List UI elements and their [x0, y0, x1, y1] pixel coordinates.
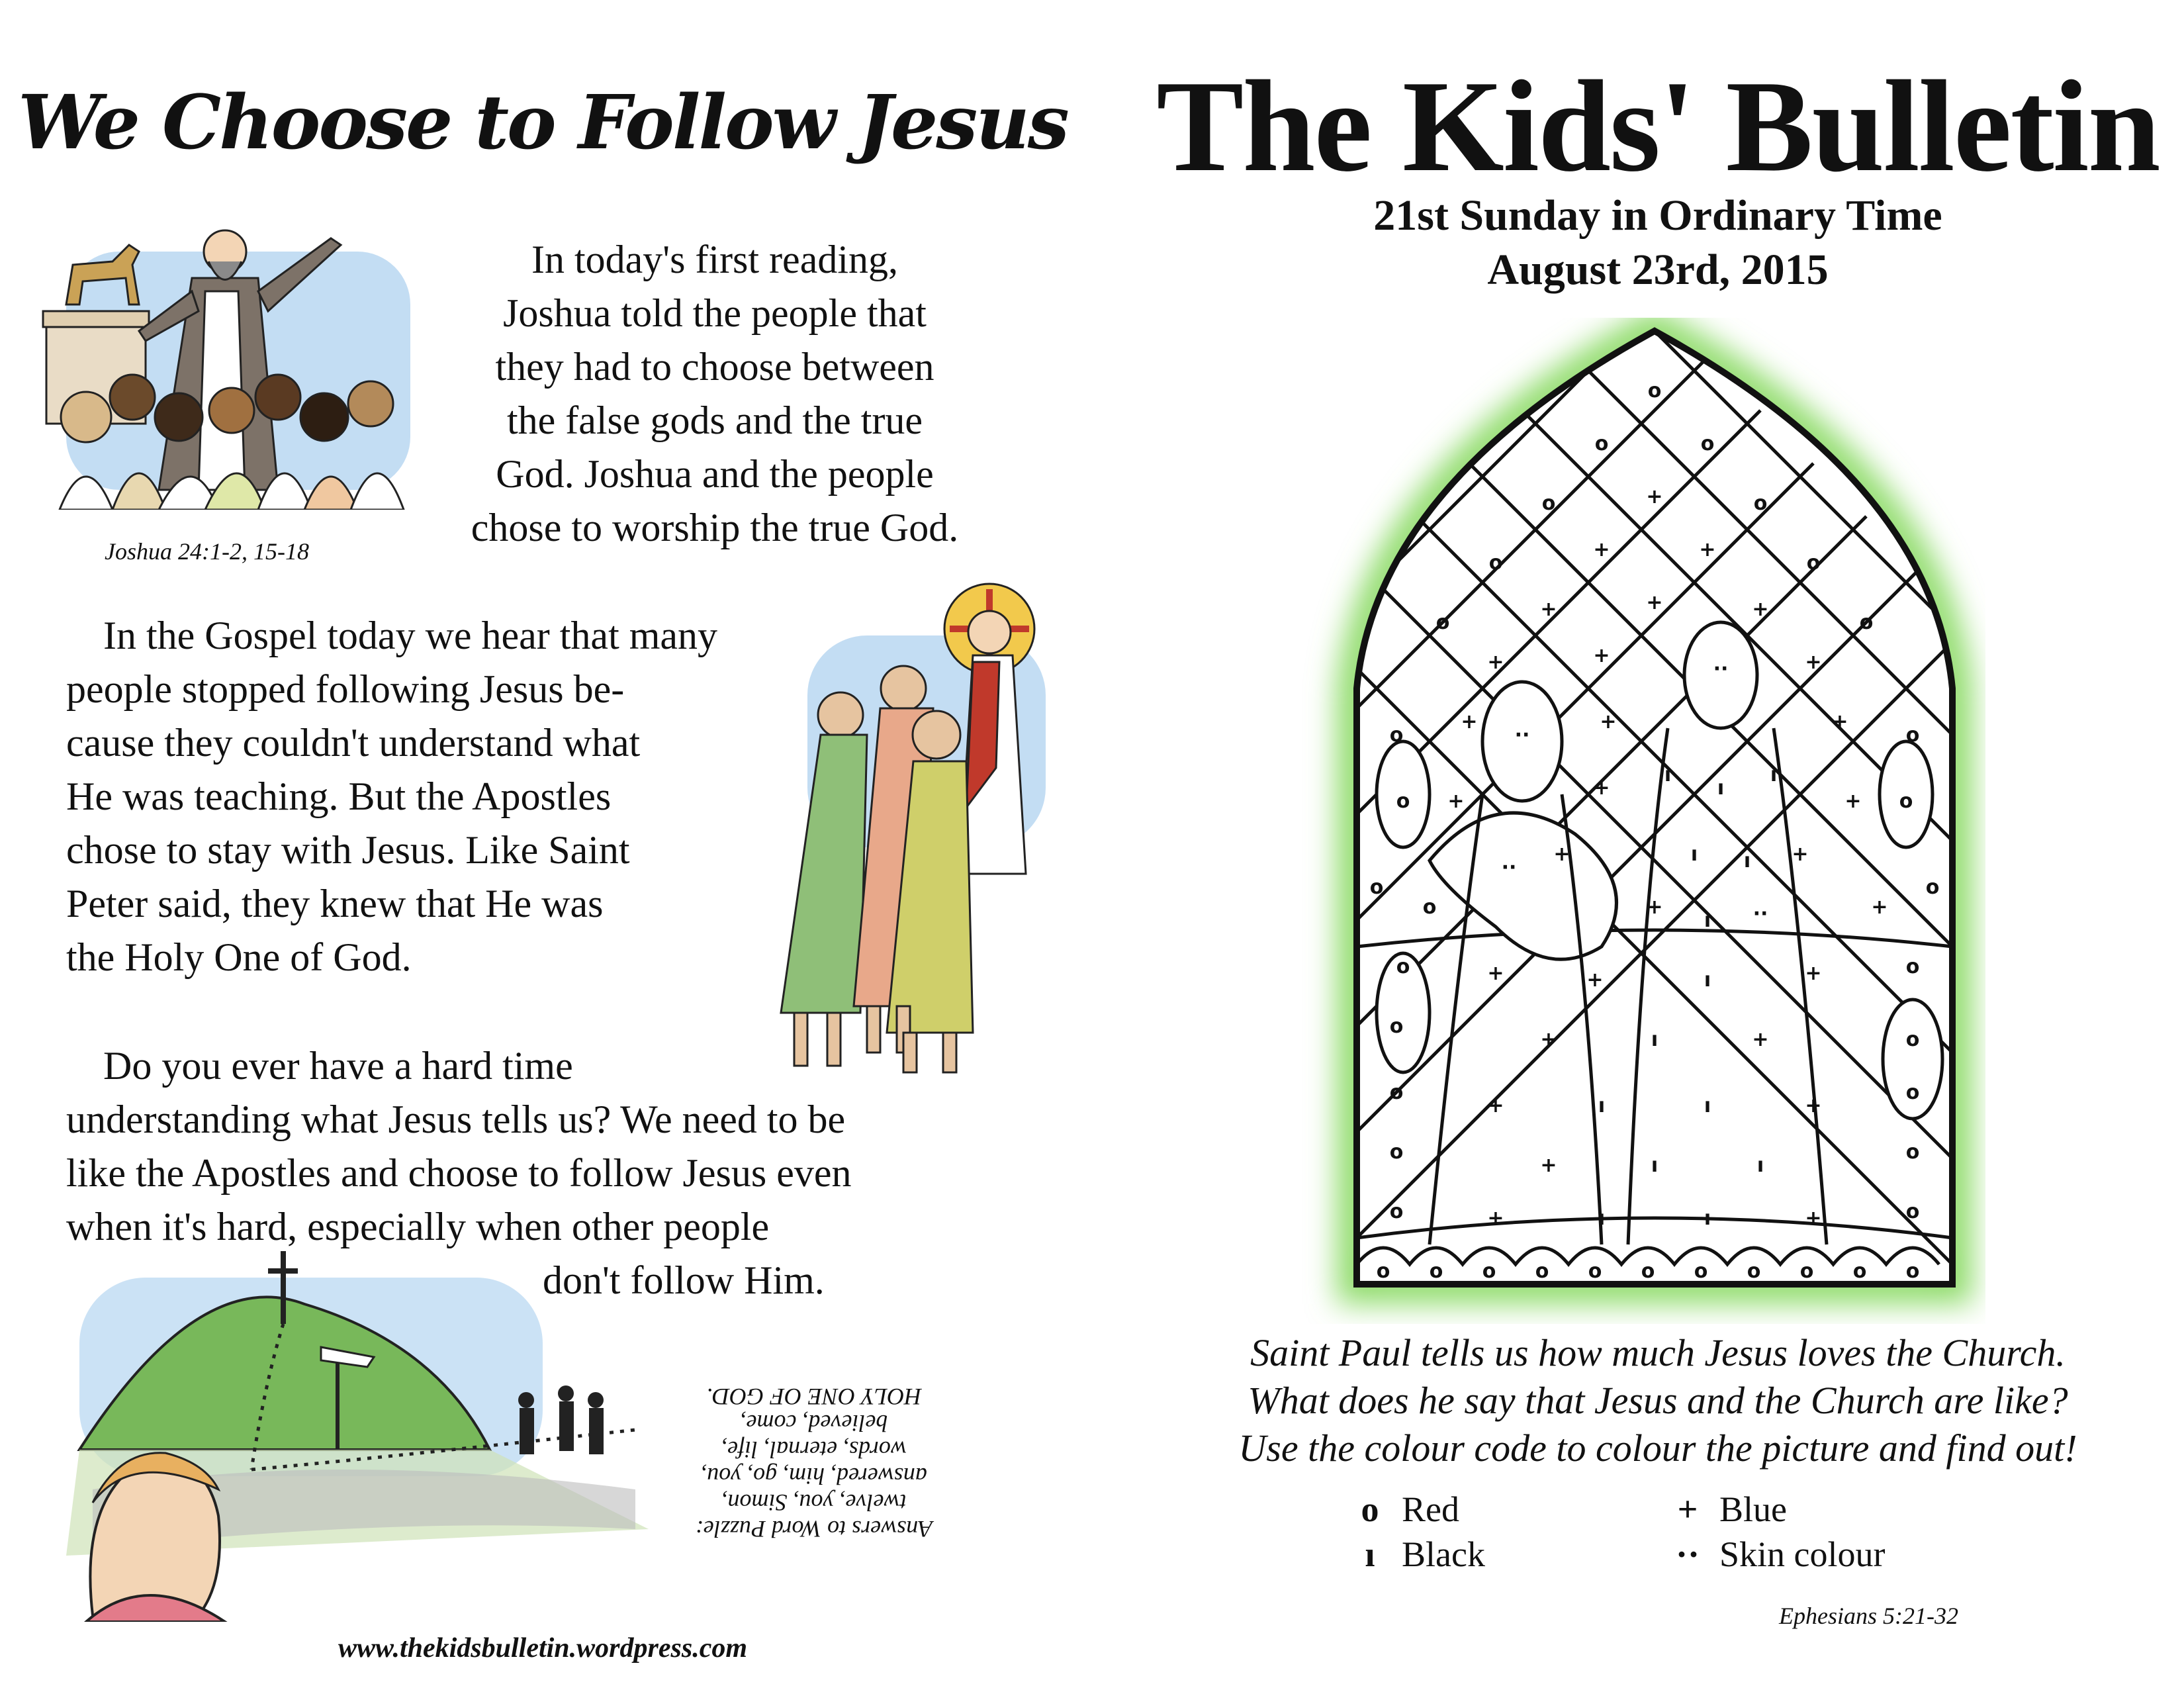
- svg-text:o: o: [1389, 1081, 1404, 1104]
- puzzle-answers-upside-down: Answers to Word Puzzle: twelve, you, Simon, answered, him, go, you, words, eternal, life, believed, come, HOLY ONE OF GOD.: [695, 1383, 933, 1542]
- svg-text:o: o: [1588, 1260, 1602, 1283]
- joshua-reference: Joshua 24:1-2, 15-18: [105, 538, 309, 565]
- legend-symbol: ı: [1365, 1534, 1375, 1574]
- colouring-instructions: Saint Paul tells us how much Jesus loves the Church. What does he say that Jesus and the Church are like? Use the colour code to colour the picture and find out!: [1238, 1331, 2077, 1470]
- svg-text:+: +: [1805, 962, 1822, 985]
- svg-text:o: o: [1852, 1260, 1867, 1283]
- svg-text:+: +: [1487, 1094, 1504, 1117]
- svg-text:+: +: [1871, 896, 1888, 919]
- legend-label: Red: [1402, 1489, 1459, 1529]
- svg-text:o: o: [1369, 876, 1384, 899]
- svg-text:ı: ı: [1704, 909, 1711, 932]
- svg-text:+: +: [1487, 1207, 1504, 1230]
- svg-text:··: ··: [1713, 657, 1729, 680]
- svg-text:+: +: [1792, 843, 1809, 866]
- svg-text:o: o: [1535, 1260, 1549, 1283]
- svg-text:+: +: [1540, 1154, 1557, 1177]
- svg-text:+: +: [1805, 1207, 1822, 1230]
- svg-text:o: o: [1594, 432, 1609, 455]
- svg-text:o: o: [1753, 492, 1768, 515]
- svg-text:+: +: [1646, 591, 1663, 614]
- legend-symbol: o: [1361, 1489, 1379, 1529]
- svg-text:+: +: [1540, 598, 1557, 621]
- svg-text:o: o: [1389, 724, 1404, 747]
- svg-text:o: o: [1641, 1260, 1655, 1283]
- svg-text:o: o: [1422, 896, 1437, 919]
- svg-text:··: ··: [1501, 856, 1517, 879]
- svg-text:+: +: [1487, 962, 1504, 985]
- bulletin-title: The Kids' Bulletin: [1156, 54, 2160, 199]
- svg-text:o: o: [1694, 1260, 1708, 1283]
- svg-text:+: +: [1752, 598, 1769, 621]
- apostles-illustration: [768, 569, 1052, 1079]
- hill-cross-illustration: [66, 1251, 649, 1622]
- svg-text:o: o: [1482, 1260, 1496, 1283]
- svg-text:+: +: [1586, 968, 1604, 992]
- legend-label: Black: [1402, 1534, 1485, 1574]
- svg-text:+: +: [1646, 896, 1663, 919]
- svg-text:ı: ı: [1717, 776, 1725, 800]
- svg-text:o: o: [1905, 1200, 1920, 1223]
- svg-text:ı: ı: [1598, 1207, 1606, 1230]
- svg-text:+: +: [1831, 710, 1848, 733]
- svg-text:+: +: [1487, 651, 1504, 674]
- svg-text:ı: ı: [1756, 1154, 1764, 1177]
- svg-text:o: o: [1905, 724, 1920, 747]
- svg-text:+: +: [1752, 1028, 1769, 1051]
- reflection-paragraph: Do you ever have a hard time understanding what Jesus tells us? We need to be like the Apostles and choose to follow Jesus even when it's hard, especially when other people don't follow Him.: [66, 1044, 852, 1302]
- svg-text:··: ··: [1514, 724, 1530, 747]
- svg-text:ı: ı: [1704, 968, 1711, 992]
- svg-text:+: +: [1805, 1094, 1822, 1117]
- legend-item-red: [1350, 1489, 1459, 1529]
- svg-text:o: o: [1806, 551, 1821, 575]
- svg-text:o: o: [1859, 611, 1874, 634]
- legend-item-blue: [1668, 1489, 1787, 1529]
- svg-text:··: ··: [1752, 902, 1768, 925]
- svg-text:ı: ı: [1743, 849, 1751, 872]
- svg-text:ı: ı: [1704, 1207, 1711, 1230]
- bulletin-subtitle: 21st Sunday in Ordinary Time August 23rd, 2015: [1373, 191, 1942, 294]
- svg-text:+: +: [1593, 538, 1610, 561]
- left-page-title: We Choose to Follow Jesus: [18, 79, 1068, 166]
- svg-text:+: +: [1540, 1028, 1557, 1051]
- svg-text:o: o: [1747, 1260, 1761, 1283]
- svg-text:ı: ı: [1690, 843, 1698, 866]
- legend-symbol: +: [1677, 1489, 1698, 1529]
- svg-text:+: +: [1805, 651, 1822, 674]
- legend-item-black: [1350, 1534, 1485, 1574]
- svg-text:o: o: [1799, 1260, 1814, 1283]
- svg-text:ı: ı: [1651, 1028, 1659, 1051]
- legend-label: Blue: [1719, 1489, 1787, 1529]
- svg-text:+: +: [1593, 644, 1610, 667]
- svg-text:ı: ı: [1664, 763, 1672, 786]
- svg-text:o: o: [1389, 1200, 1404, 1223]
- svg-text:o: o: [1905, 1141, 1920, 1164]
- svg-text:+: +: [1646, 485, 1663, 508]
- svg-text:+: +: [1553, 843, 1570, 866]
- svg-text:o: o: [1905, 955, 1920, 978]
- svg-text:+: +: [1699, 538, 1716, 561]
- svg-text:ı: ı: [1770, 763, 1778, 786]
- first-reading-paragraph: In today's first reading, Joshua told the people that they had to choose between the false gods and the true God. Joshua and the people chose to worship the true God.: [471, 238, 959, 549]
- svg-text:o: o: [1389, 1141, 1404, 1164]
- svg-text:+: +: [1593, 776, 1610, 800]
- svg-text:o: o: [1389, 1015, 1404, 1038]
- legend-symbol: ··: [1675, 1534, 1700, 1574]
- legend-item-skin: [1668, 1534, 1886, 1574]
- svg-text:+: +: [1600, 710, 1617, 733]
- ephesians-reference: Ephesians 5:21-32: [1779, 1603, 1958, 1629]
- svg-text:o: o: [1647, 379, 1662, 402]
- svg-text:o: o: [1905, 1081, 1920, 1104]
- svg-text:o: o: [1700, 432, 1715, 455]
- svg-text:o: o: [1396, 955, 1410, 978]
- gospel-paragraph: In the Gospel today we hear that many people stopped following Jesus be- cause they couldn't understand what He was teaching. But the Apostles chose to stay with Jesus. Like Saint Peter said, they knew that He was the Holy One of God.: [66, 614, 718, 979]
- svg-text:o: o: [1541, 492, 1556, 515]
- svg-text:o: o: [1488, 551, 1503, 575]
- stained-glass-window: [1297, 318, 1985, 1324]
- svg-text:+: +: [1844, 790, 1862, 813]
- svg-text:o: o: [1376, 1260, 1390, 1283]
- svg-text:o: o: [1899, 790, 1913, 813]
- svg-text:o: o: [1429, 1260, 1443, 1283]
- svg-text:ı: ı: [1598, 1094, 1606, 1117]
- svg-text:o: o: [1925, 876, 1940, 899]
- svg-text:o: o: [1396, 790, 1410, 813]
- joshua-illustration: [40, 199, 424, 510]
- legend-label: Skin colour: [1719, 1534, 1886, 1574]
- svg-text:o: o: [1435, 611, 1450, 634]
- svg-text:o: o: [1905, 1260, 1920, 1283]
- svg-text:o: o: [1905, 1028, 1920, 1051]
- website-url: www.thekidsbulletin.wordpress.com: [338, 1633, 748, 1664]
- svg-text:+: +: [1461, 710, 1478, 733]
- svg-text:ı: ı: [1704, 1094, 1711, 1117]
- svg-text:ı: ı: [1651, 1154, 1659, 1177]
- svg-text:+: +: [1447, 790, 1465, 813]
